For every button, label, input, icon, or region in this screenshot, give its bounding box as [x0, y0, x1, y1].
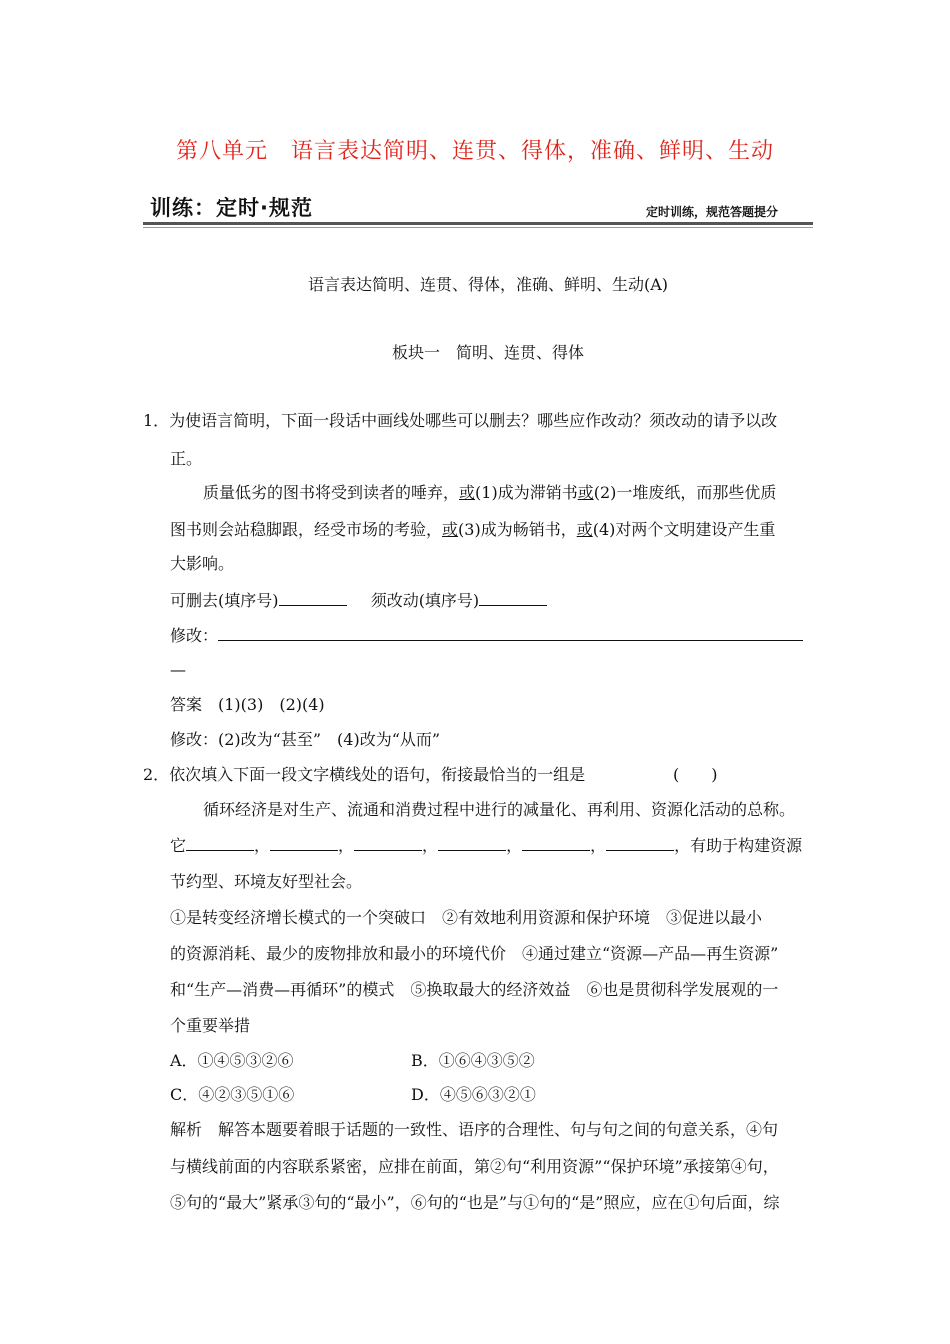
q2-analysis-line1: 解析 解答本题要着眼于话题的一致性、语序的合理性、句与句之间的句意关系，④句 [170, 1120, 779, 1139]
q2-blank-6[interactable] [606, 836, 674, 851]
q2-choice-c[interactable]: C．④②③⑤①⑥ [170, 1085, 295, 1104]
q2-options-line2: 的资源消耗、最少的废物排放和最小的环境代价 ④通过建立“资源—产品—再生资源” [170, 944, 779, 963]
q1-stem-line1: 1．为使语言简明，下面一段话中画线处哪些可以删去？哪些应作改动？须改动的请予以改 [143, 411, 778, 430]
q2-passage-line1: 循环经济是对生产、流通和消费过程中进行的减量化、再利用、资源化活动的总称。 [203, 800, 796, 819]
q1-answer: 答案 (1)(3) (2)(4) [170, 695, 325, 714]
q2-blank-1[interactable] [186, 836, 254, 851]
q2-choice-a[interactable]: A．①④⑤③②⑥ [170, 1051, 294, 1070]
delete-blank[interactable] [279, 591, 347, 606]
q2-stem: 2．依次填入下面一段文字横线处的语句，衔接最恰当的一组是 [143, 765, 586, 784]
q2-options-line4: 个重要举措 [170, 1016, 251, 1035]
q1-fix-answer: 修改：(2)改为“甚至” (4)改为“从而” [170, 730, 441, 749]
q1-stem-line2: 正。 [170, 449, 203, 468]
banner-slogan: 定时训练，规范答题提分 [646, 205, 779, 219]
q1-passage-line1: 质量低劣的图书将受到读者的唾弃，或(1)成为滞销书或(2)一堆废纸，而那些优质 [203, 483, 777, 502]
q2-choice-b[interactable]: B．①⑥④③⑤② [411, 1051, 535, 1070]
modify-blank[interactable] [479, 591, 547, 606]
q1-fix-row: 修改： [170, 623, 803, 646]
q1-passage-line2: 图书则会站稳脚跟，经受市场的考验，或(3)成为畅销书，或(4)对两个文明建设产生重 [170, 520, 776, 539]
q2-analysis-line3: ⑤句的“最大”紧承③句的“最小”，⑥句的“也是”与①句的“是”照应，应在①句后面，综 [170, 1193, 780, 1212]
section-heading: 板块一 简明、连贯、得体 [391, 343, 584, 362]
q2-blank-4[interactable] [438, 836, 506, 851]
q2-passage-line3: 节约型、环境友好型社会。 [170, 872, 363, 891]
banner-rule-thin [143, 227, 813, 228]
banner-label: 训练：定时·规范 [150, 196, 313, 220]
subtitle: 语言表达简明、连贯、得体，准确、鲜明、生动(A) [307, 275, 669, 294]
q2-blank-5[interactable] [522, 836, 590, 851]
q2-options-line3: 和“生产—消费—再循环”的模式 ⑤换取最大的经济效益 ⑥也是贯彻科学发展观的一 [170, 980, 779, 999]
q1-passage-line3: 大影响。 [170, 554, 235, 573]
q1-blanks-row: 可删去(填序号) 须改动(填序号) [170, 588, 547, 611]
q2-options-line1: ①是转变经济增长模式的一个突破口 ②有效地利用资源和保护环境 ③促进以最小 [170, 908, 763, 927]
q2-analysis-line2: 与横线前面的内容联系紧密，应排在前面，第②句“利用资源”“保护环境”承接第④句， [170, 1157, 779, 1176]
q2-blank-2[interactable] [270, 836, 338, 851]
q1-dash: — [170, 660, 186, 679]
fix-blank[interactable] [218, 626, 803, 641]
q2-passage-line2: 它 ， ， ， ， ， ，有助于构建资源 [170, 836, 803, 855]
q2-choice-d[interactable]: D．④⑤⑥③②① [411, 1085, 536, 1104]
q2-blank-3[interactable] [354, 836, 422, 851]
page-title: 第八单元 语言表达简明、连贯、得体，准确、鲜明、生动 [175, 139, 774, 164]
q2-answer-paren: ( ) [673, 765, 718, 784]
banner-rule [143, 222, 813, 225]
